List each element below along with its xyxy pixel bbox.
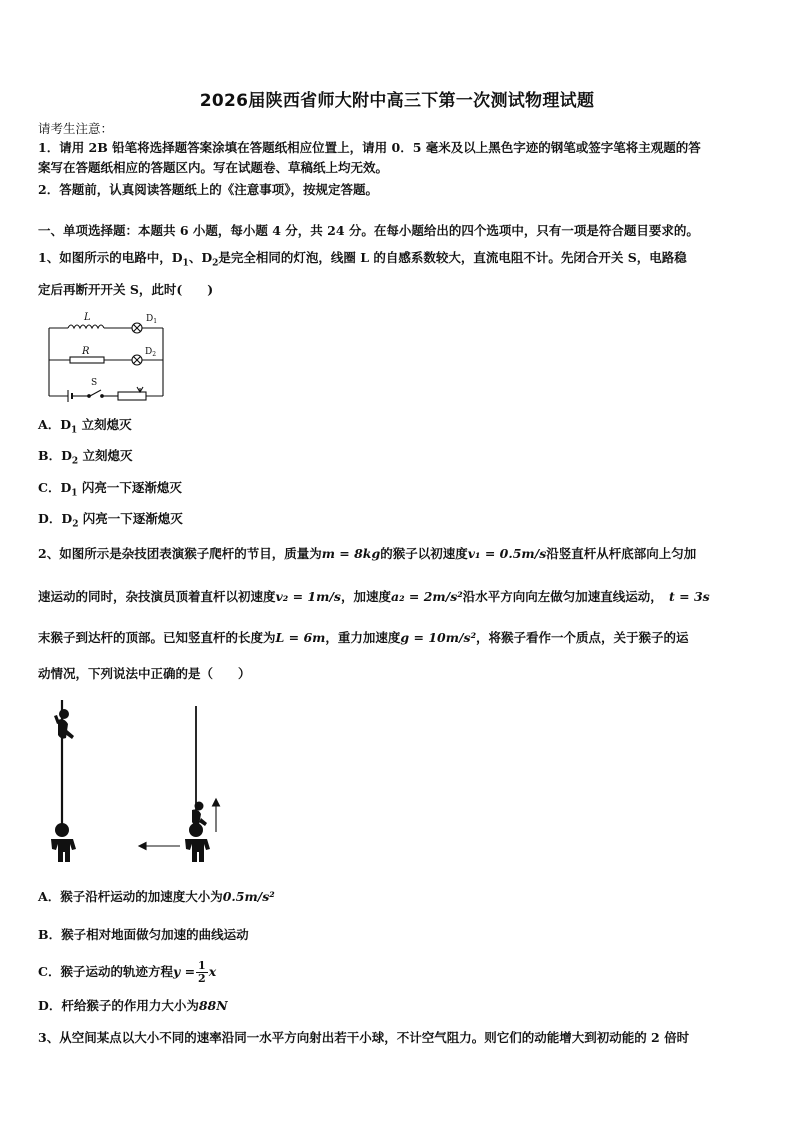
performer-left-icon bbox=[51, 823, 76, 862]
monkey-left-icon bbox=[54, 709, 74, 739]
q1-option-c: C．$D_1$ 闪亮一下逐渐熄灭 bbox=[38, 480, 182, 499]
circuit-label-S: S bbox=[91, 378, 98, 388]
q1-stem-line-2: 定后再断开开关 S，此时( ) bbox=[38, 282, 214, 297]
q2-option-d: D．杆给猴子的作用力大小为88N bbox=[38, 998, 228, 1013]
circuit-label-D1: $D_1$ bbox=[146, 314, 158, 325]
up-arrow-icon bbox=[213, 799, 220, 832]
q1-option-d: D．$D_2$ 闪亮一下逐渐熄灭 bbox=[38, 511, 183, 530]
circuit-label-R: R bbox=[82, 346, 90, 357]
section-heading: 一、单项选择题：本题共 6 小题，每小题 4 分，共 24 分。在每小题给出的四个选项中，只有一项是符合题目要求的。 bbox=[38, 223, 699, 238]
notice-item-1-line-2: 案写在答题纸相应的答题区内。写在试题卷、草稿纸上均无效。 bbox=[38, 160, 389, 175]
q1-option-a: A．$D_1$ 立刻熄灭 bbox=[38, 417, 132, 436]
figure-left-scene bbox=[51, 700, 76, 862]
page-title: 2026届陕西省师大附中高三下第一次测试物理试题 bbox=[199, 91, 595, 111]
notice-item-2: 2．答题前，认真阅读答题纸上的《注意事项》，按规定答题。 bbox=[38, 182, 378, 197]
q2-stem-line-1: 2、如图所示是杂技团表演猴子爬杆的节目，质量为m = 8kg的猴子以初速度v₁ = 0.5m/s沿竖直杆从杆底部向上匀加 bbox=[38, 546, 697, 561]
monkey-right-icon bbox=[192, 802, 207, 827]
q1-stem-line-1: 1、如图所示的电路中，$D_1$、$D_2$是完全相同的灯泡，线圈 L 的自感系数较大，直流电阻不计。先闭合开关 S，电路稳 bbox=[38, 250, 687, 269]
q1-option-b: B．$D_2$ 立刻熄灭 bbox=[38, 448, 133, 467]
q1-circuit-diagram bbox=[44, 308, 170, 406]
notice-item-1-line-1: 1．请用 2B 铅笔将选择题答案涂填在答题纸相应位置上，请用 0．5 毫米及以上黑色字迹的钢笔或签字笔将主观题的答 bbox=[38, 140, 701, 155]
circuit-label-D2: $D_2$ bbox=[145, 347, 157, 358]
q2-stem-line-2: 速运动的同时，杂技演员顶着直杆以初速度v₂ = 1m/s，加速度a₂ = 2m/s²沿水平方向向左做匀加速直线运动， t = 3s bbox=[38, 589, 710, 604]
notice-heading: 请考生注意： bbox=[38, 121, 114, 136]
circuit-label-L: L bbox=[84, 312, 91, 323]
q2-monkey-pole-figure bbox=[40, 698, 230, 868]
q2-stem-line-4: 动情况，下列说法中正确的是（ ） bbox=[38, 666, 251, 681]
performer-right-icon bbox=[185, 823, 210, 862]
left-arrow-icon bbox=[139, 843, 180, 850]
q2-option-c-fraction: $\frac{1}{2}$ bbox=[198, 959, 206, 985]
q3-stem-line-1: 3、从空间某点以大小不同的速率沿同一水平方向射出若干小球，不计空气阻力。则它们的动能增大到初动能的 2 倍时 bbox=[38, 1030, 690, 1045]
q2-option-b: B．猴子相对地面做匀加速的曲线运动 bbox=[38, 927, 249, 942]
figure-right-scene bbox=[139, 706, 220, 862]
q2-stem-line-3: 末猴子到达杆的顶部。已知竖直杆的长度为L = 6m，重力加速度g = 10m/s²，将猴子看作一个质点，关于猴子的运 bbox=[38, 630, 689, 645]
q2-option-c: C．猴子运动的轨迹方程y = $\frac{1}{2}$ x bbox=[38, 959, 217, 985]
q2-option-a: A．猴子沿杆运动的加速度大小为0.5m/s² bbox=[38, 889, 275, 904]
